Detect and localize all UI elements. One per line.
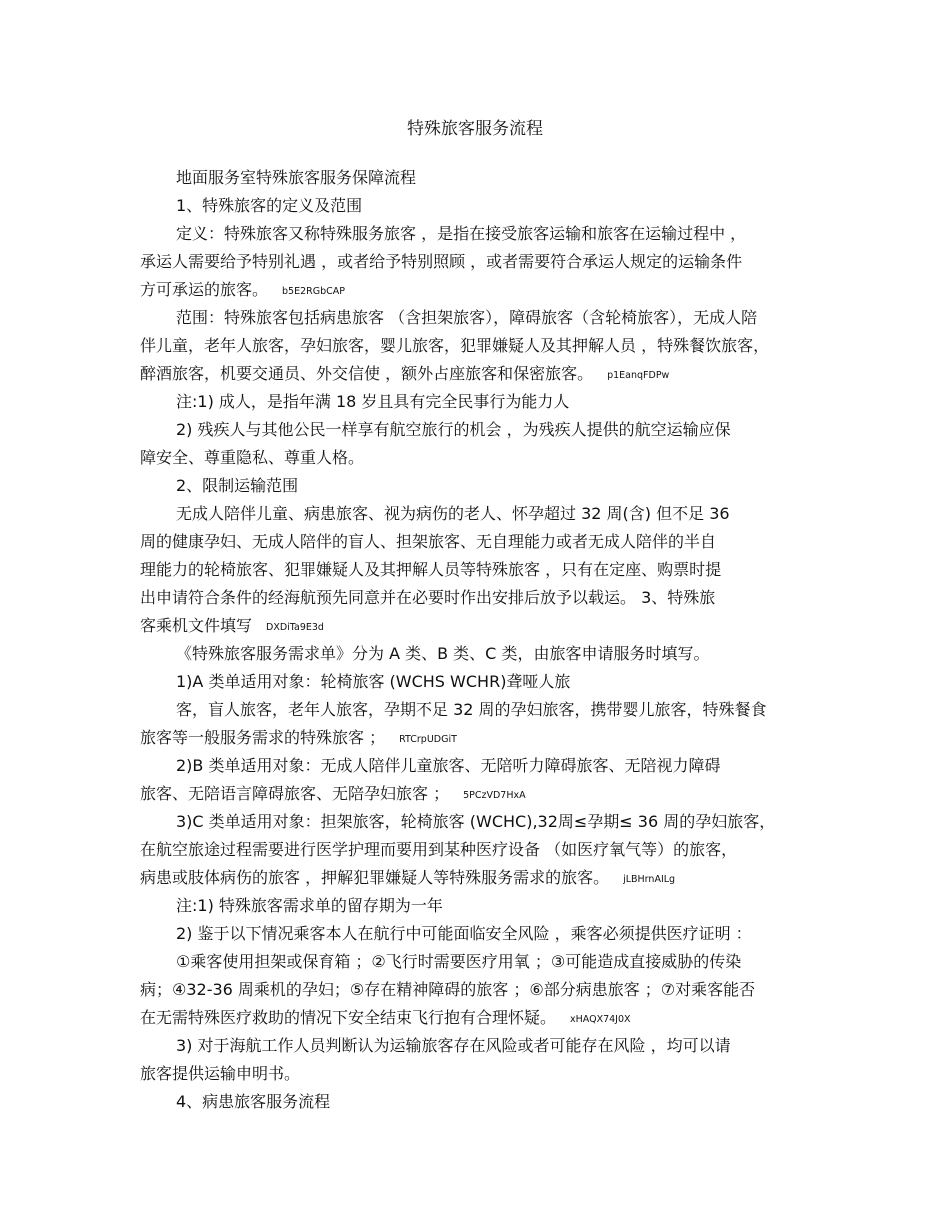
line-text: 旅客等一般服务需求的特殊旅客 ； (140, 728, 386, 747)
line-text: 4、病患旅客服务流程 (176, 1092, 331, 1111)
text-line (176, 810, 775, 834)
text-line (176, 418, 731, 442)
text-line (176, 754, 721, 778)
text-line (176, 922, 752, 946)
text-line (140, 978, 755, 1002)
text-line (140, 334, 769, 358)
line-text: 承运人需要给予特别礼遇 ，或者给予特别照顾 ，或者需要符合承运人规定的运输条件 (140, 252, 743, 271)
document-title: 特殊旅客服务流程 (407, 119, 543, 139)
line-text: 出申请符合条件的经海航预先同意并在必要时作出安排后放予以载运。 3、特殊旅 (140, 588, 716, 607)
text-line (140, 1062, 300, 1086)
watermark-code: b5E2RGbCAP (282, 286, 345, 297)
line-text: 3) 对于海航工作人员判断认为运输旅客存在风险或者可能存在风险 ，均可以请 (176, 1036, 731, 1055)
text-line (140, 250, 742, 274)
line-text: 病；④32-36 周乘机的孕妇；⑤存在精神障碍的旅客 ；⑥部分病患旅客 ；⑦对乘客能否 (140, 980, 756, 999)
text-line (140, 446, 364, 470)
text-line (176, 502, 730, 526)
line-text: 2) 残疾人与其他公民一样享有航空旅行的机会 ，为残疾人提供的航空运输应保 (176, 420, 731, 439)
text-line (140, 782, 526, 808)
line-text: 2、限制运输范围 (176, 476, 299, 495)
line-text: 客乘机文件填写 (140, 616, 253, 635)
line-text: 障安全、尊重隐私、尊重人格。 (140, 448, 365, 467)
text-line (176, 642, 709, 666)
line-text: 2) 鉴于以下情况乘客本人在航行中可能面临安全风险 ，乘客必须提供医疗证明 ： (176, 924, 752, 943)
line-text: 《特殊旅客服务需求单》分为 A 类、B 类、C 类，由旅客申请服务时填写。 (176, 644, 710, 663)
watermark-code: p1EanqFDPw (607, 370, 670, 381)
text-line (140, 614, 324, 640)
line-text: 范围：特殊旅客包括病患旅客 （含担架旅客），障碍旅客（含轮椅旅客），无成人陪 (176, 308, 758, 327)
line-text: 2)B 类单适用对象：无成人陪伴儿童旅客、无陪听力障碍旅客、无陪视力障碍 (176, 756, 721, 775)
line-text: 旅客提供运输申明书。 (140, 1064, 301, 1083)
text-line (140, 838, 737, 862)
line-text: 醉酒旅客，机要交通员、外交信使 ，额外占座旅客和保密旅客。 (140, 364, 594, 383)
line-text: 在无需特殊医疗救助的情况下安全结束飞行抱有合理怀疑。 (140, 1008, 557, 1027)
text-line (140, 866, 675, 892)
line-text: 在航空旅途过程需要进行医学护理而要用到某种医疗设备 （如医疗氧气等）的旅客， (140, 840, 738, 859)
text-line (176, 306, 757, 330)
line-text: 病患或肢体病伤的旅客 ，押解犯罪嫌疑人等特殊服务需求的旅客。 (140, 868, 610, 887)
line-text: 方可承运的旅客。 (140, 280, 269, 299)
line-text: 旅客、无陪语言障碍旅客、无陪孕妇旅客 ； (140, 784, 450, 803)
watermark-code: DXDiTa9E3d (266, 622, 324, 633)
text-line (140, 726, 457, 752)
line-text: 1)A 类单适用对象：轮椅旅客 (WCHS WCHR)聋哑人旅 (176, 672, 571, 691)
text-line (176, 166, 416, 190)
line-text: 注:1) 特殊旅客需求单的留存期为一年 (176, 896, 443, 915)
line-text: 无成人陪伴儿童、病患旅客、视为病伤的老人、怀孕超过 32 周(含) 但不足 36 (176, 504, 730, 523)
text-line (176, 194, 362, 218)
text-line (176, 1034, 731, 1058)
watermark-code: xHAQX74J0X (570, 1014, 631, 1025)
text-line (140, 278, 345, 304)
line-text: 周的健康孕妇、无成人陪伴的盲人、担架旅客、无自理能力或者无成人陪伴的半自 (140, 532, 717, 551)
text-line (176, 390, 569, 414)
line-text: 1、特殊旅客的定义及范围 (176, 196, 363, 215)
text-line (140, 530, 716, 554)
text-line (176, 894, 443, 918)
text-line (176, 474, 298, 498)
text-line (140, 362, 669, 388)
line-text: 注:1) 成人，是指年满 18 岁且具有完全民事行为能力人 (176, 392, 570, 411)
line-text: 定义：特殊旅客又称特殊服务旅客 ，是指在接受旅客运输和旅客在运输过程中 ， (176, 224, 747, 243)
watermark-code: jLBHrnAILg (623, 874, 676, 885)
text-line (140, 586, 715, 610)
text-line (140, 1006, 631, 1032)
text-line (176, 670, 570, 694)
line-text: 客，盲人旅客，老年人旅客，孕期不足 32 周的孕妇旅客，携带婴儿旅客，特殊餐食 (176, 700, 767, 719)
text-line (176, 222, 746, 246)
line-text: 3)C 类单适用对象：担架旅客，轮椅旅客 (WCHC),32周≤孕期≤ 36 周的孕妇旅客， (176, 812, 776, 831)
line-text: 理能力的轮椅旅客、犯罪嫌疑人及其押解人员等特殊旅客 ，只有在定座、购票时提 (140, 560, 722, 579)
text-line (176, 698, 767, 722)
line-text: ①乘客使用担架或保育箱 ；②飞行时需要医疗用氧 ；③可能造成直接威胁的传染 (176, 952, 742, 971)
watermark-code: 5PCzVD7HxA (463, 790, 526, 801)
watermark-code: RTCrpUDGiT (399, 734, 457, 745)
line-text: 伴儿童，老年人旅客，孕妇旅客，婴儿旅客，犯罪嫌疑人及其押解人员 ，特殊餐饮旅客， (140, 336, 770, 355)
text-line (176, 1090, 330, 1114)
text-line (140, 558, 721, 582)
text-line (176, 950, 741, 974)
line-text: 地面服务室特殊旅客服务保障流程 (176, 168, 417, 187)
